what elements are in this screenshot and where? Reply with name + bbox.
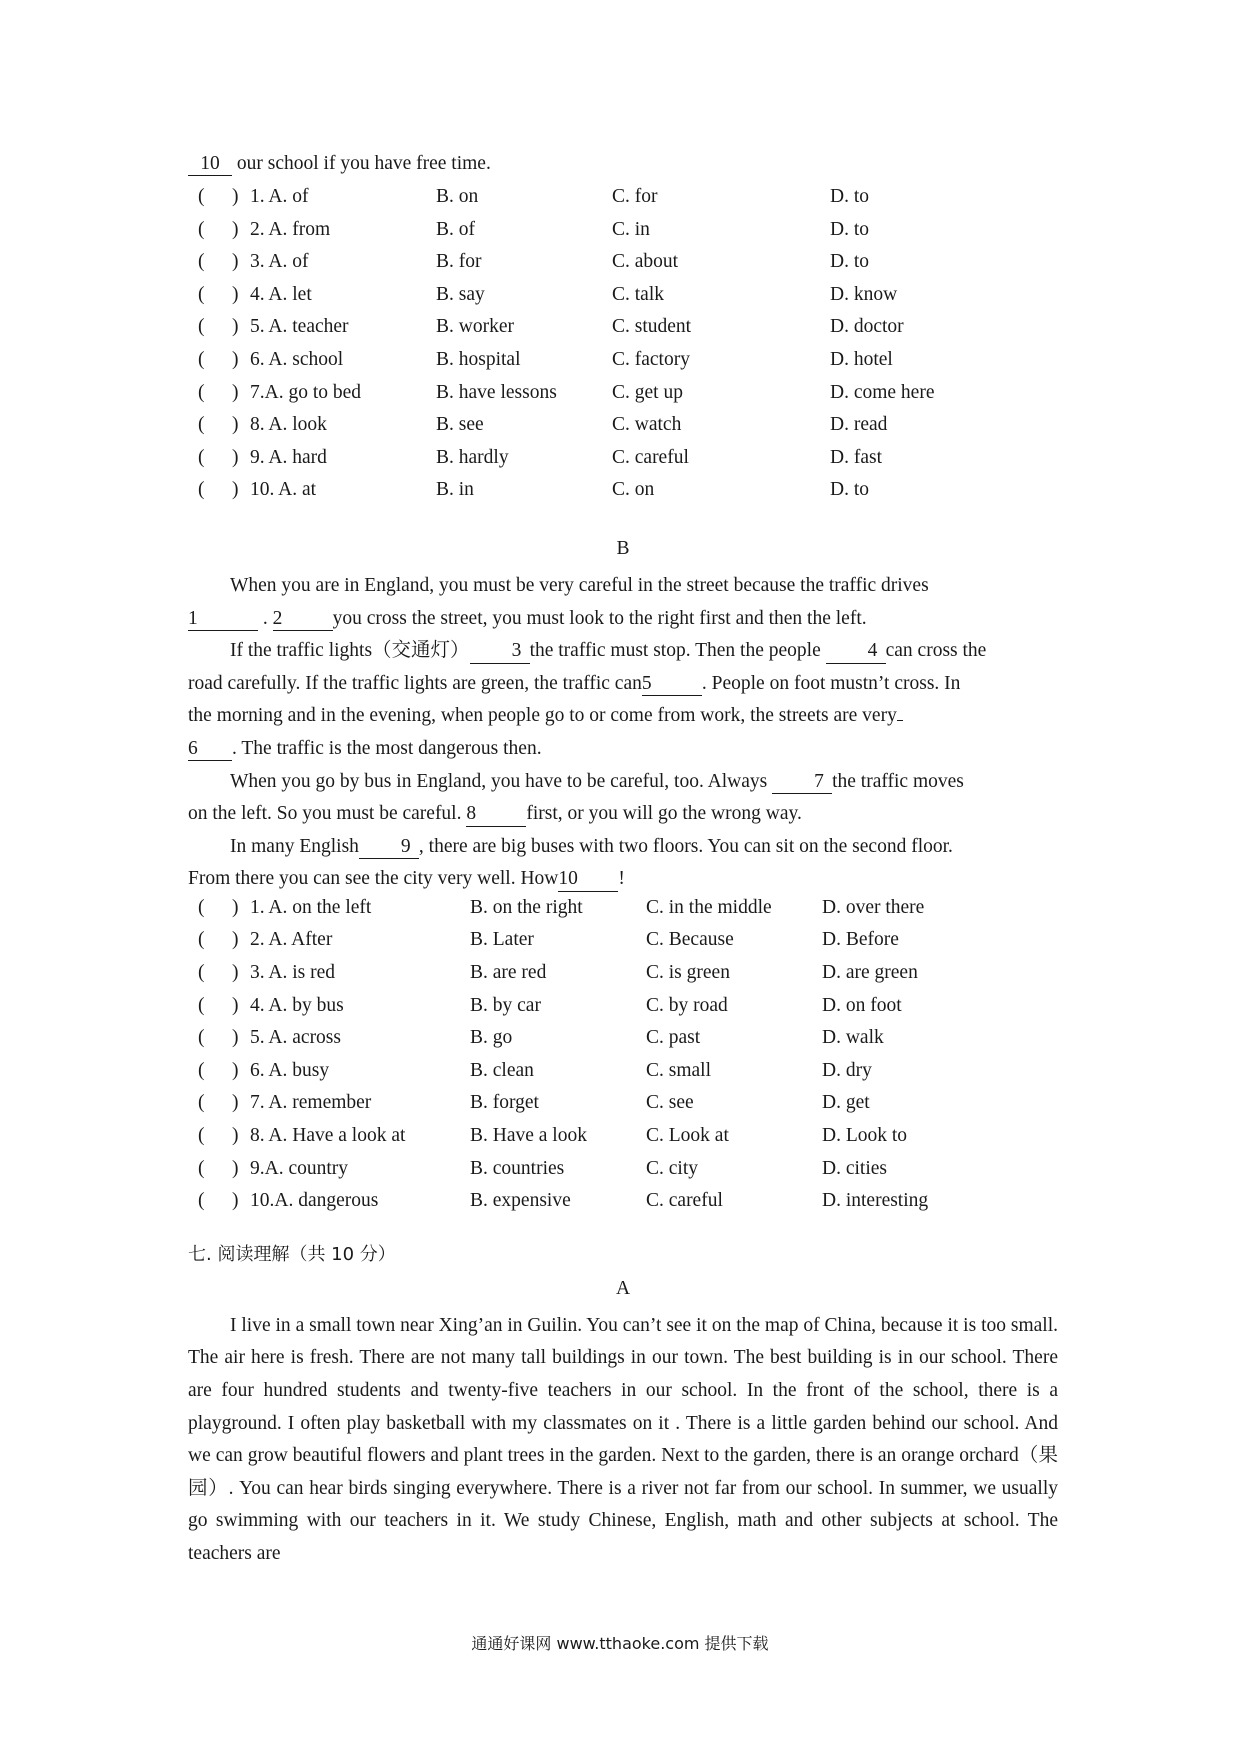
option-row (188, 1157, 1058, 1190)
option-d: D. hotel (830, 348, 893, 370)
option-row (188, 1059, 1058, 1092)
option-b: B. Later (470, 929, 534, 951)
option-d: D. fast (830, 446, 882, 468)
para2-line1 (188, 635, 1058, 668)
option-c: C. see (646, 1092, 694, 1114)
para4-line1 (188, 831, 1058, 864)
section-7-subtitle: A (615, 1277, 631, 1299)
paren-open: ( (198, 218, 205, 240)
paren-close: ) (232, 896, 239, 918)
paren-open: ( (198, 381, 205, 403)
option-a: 7. A. remember (250, 1092, 372, 1114)
option-c: C. is green (646, 962, 730, 984)
para1-line1 (188, 570, 1058, 603)
paren-open: ( (198, 994, 205, 1016)
option-b: B. say (436, 283, 485, 305)
paren-close: ) (232, 1092, 239, 1114)
paren-close: ) (232, 1125, 239, 1147)
option-c: C. in (612, 218, 650, 240)
para2-line3 (188, 700, 1058, 733)
option-b: B. are red (470, 962, 547, 984)
text: . The traffic is the most dangerous then. (232, 737, 542, 759)
option-c: C. student (612, 316, 692, 338)
paren-close: ) (232, 446, 239, 468)
text: When you are in England, you must be very careful in the street because the traffic drives (230, 574, 929, 596)
option-b: B. see (436, 414, 484, 436)
option-b: B. have lessons (436, 381, 557, 403)
text: If the traffic lights（交通灯） (230, 640, 470, 662)
paren-open: ( (198, 929, 205, 951)
option-a: 7.A. go to bed (250, 381, 362, 403)
paren-open: ( (198, 348, 205, 370)
paren-open: ( (198, 1092, 205, 1114)
blank-2: 2 (273, 608, 333, 631)
section-b-title: B (616, 537, 630, 559)
option-b: B. in (436, 479, 474, 501)
paren-open: ( (198, 446, 205, 468)
option-d: D. to (830, 251, 869, 273)
part-b-options (188, 896, 1058, 1222)
option-a: 3. A. of (250, 251, 309, 273)
option-row (188, 896, 1058, 929)
option-b: B. for (436, 251, 482, 273)
option-c: C. talk (612, 283, 664, 305)
option-c: C. watch (612, 414, 682, 436)
option-c: C. get up (612, 381, 683, 403)
option-a: 6. A. school (250, 348, 344, 370)
paren-open: ( (198, 283, 205, 305)
option-a: 2. A. from (250, 218, 331, 240)
option-row (188, 446, 1058, 479)
footer-watermark: 通通好课网 www.tthaoke.com 提供下载 (471, 1634, 769, 1653)
option-c: C. small (646, 1059, 712, 1081)
option-c: C. careful (612, 446, 689, 468)
option-d: D. to (830, 218, 869, 240)
para4-line2 (188, 863, 1058, 896)
text: , there are big buses with two floors. You can sit on the second floor. (418, 835, 953, 857)
option-a: 10. A. at (250, 479, 317, 501)
part-a-options (188, 185, 1058, 511)
option-a: 1. A. on the left (250, 896, 372, 918)
option-d: D. are green (822, 962, 918, 984)
blank-1: 1 (188, 608, 258, 631)
option-b: B. hardly (436, 446, 509, 468)
paren-close: ) (232, 479, 239, 501)
text: When you go by bus in England, you have to be careful, too. Always (230, 770, 773, 792)
option-row (188, 961, 1058, 994)
option-d: D. read (830, 414, 888, 436)
paren-open: ( (198, 316, 205, 338)
option-c: C. for (612, 186, 658, 207)
option-d: D. come here (830, 381, 935, 403)
paren-close: ) (232, 381, 239, 403)
paren-open: ( (198, 414, 205, 436)
option-c: C. factory (612, 348, 690, 370)
text: the morning and in the evening, when people go to or come from work, the streets are very (188, 705, 897, 727)
blank-9: 9 (359, 836, 419, 859)
paren-open: ( (198, 1027, 205, 1049)
option-row (188, 413, 1058, 446)
paren-close: ) (232, 316, 239, 338)
option-d: D. over there (822, 896, 925, 918)
option-d: D. doctor (830, 316, 904, 338)
option-a: 10.A. dangerous (250, 1190, 379, 1212)
option-a: 9.A. country (250, 1157, 349, 1179)
option-c: C. by road (646, 994, 728, 1016)
blank-4: 4 (826, 640, 886, 663)
option-row (188, 928, 1058, 961)
text: ! (618, 868, 625, 890)
option-b: B. of (436, 218, 475, 240)
section-7-heading: 七. 阅读理解（共 10 分） (188, 1243, 396, 1265)
section-b-passage (188, 570, 1058, 896)
option-d: D. get (822, 1092, 870, 1114)
text: . People on foot mustn’t cross. In (701, 672, 961, 694)
option-a: 5. A. teacher (250, 316, 349, 338)
option-a: 1. A. of (250, 186, 309, 207)
paren-close: ) (232, 414, 239, 436)
option-b: B. on (436, 186, 479, 207)
blank-8: 8 (466, 803, 526, 826)
paren-close: ) (232, 962, 239, 984)
paren-close: ) (232, 283, 239, 305)
option-c: C. city (646, 1157, 698, 1179)
text: you cross the street, you must look to the right first and then the left. (332, 607, 867, 629)
paren-close: ) (232, 994, 239, 1016)
text: on the left. So you must be careful. (188, 803, 467, 825)
option-c: C. Because (646, 929, 734, 951)
option-b: B. on the right (470, 896, 583, 918)
blank-6: 6 (188, 738, 232, 761)
blank-5: 5 (642, 673, 702, 696)
option-row (188, 478, 1058, 511)
exam-page (188, 152, 1058, 1571)
blank-10: 10 (188, 153, 232, 176)
option-d: D. dry (822, 1059, 872, 1081)
option-b: B. worker (436, 316, 514, 338)
text: road carefully. If the traffic lights are green, the traffic can (188, 672, 642, 694)
option-d: D. Before (822, 929, 899, 951)
option-a: 4. A. by bus (250, 994, 344, 1016)
option-b: B. go (470, 1027, 513, 1049)
para2-line4 (188, 733, 1058, 766)
option-row (188, 1091, 1058, 1124)
option-row (188, 994, 1058, 1027)
option-a: 2. A. After (250, 929, 333, 951)
text: . (258, 607, 273, 629)
continuation-line (188, 152, 1058, 185)
option-a: 8. A. look (250, 414, 327, 436)
paren-close: ) (232, 348, 239, 370)
option-d: D. walk (822, 1027, 884, 1049)
text: the traffic must stop. Then the people (529, 640, 826, 662)
option-c: C. on (612, 479, 655, 501)
option-d: D. on foot (822, 994, 902, 1016)
paren-open: ( (198, 186, 205, 207)
option-b: B. clean (470, 1059, 534, 1081)
option-d: D. Look to (822, 1125, 908, 1147)
option-a: 9. A. hard (250, 446, 327, 468)
para3-line1 (188, 766, 1058, 799)
paren-open: ( (198, 1059, 205, 1081)
option-a: 6. A. busy (250, 1059, 330, 1081)
option-a: 8. A. Have a look at (250, 1125, 406, 1147)
option-d: D. cities (822, 1157, 887, 1179)
option-c: C. Look at (646, 1125, 729, 1147)
text: can cross the (885, 640, 987, 662)
paren-open: ( (198, 962, 205, 984)
option-c: C. about (612, 251, 679, 273)
option-row (188, 185, 1058, 218)
paren-open: ( (198, 1125, 205, 1147)
option-row (188, 315, 1058, 348)
paren-close: ) (232, 1027, 239, 1049)
continuation-text: our school if you have free time. (232, 153, 491, 174)
option-a: 3. A. is red (250, 962, 336, 984)
option-b: B. hospital (436, 348, 521, 370)
option-c: C. careful (646, 1190, 723, 1212)
option-d: D. to (830, 186, 869, 207)
option-a: 4. A. let (250, 283, 312, 305)
text: first, or you will go the wrong way. (526, 803, 802, 825)
option-b: B. forget (470, 1092, 539, 1114)
text: In many English (230, 835, 359, 857)
option-row (188, 250, 1058, 283)
paren-open: ( (198, 1157, 205, 1179)
blank-10b: 10 (558, 868, 618, 891)
option-row (188, 381, 1058, 414)
paren-open: ( (198, 479, 205, 501)
option-d: D. know (830, 283, 898, 305)
paren-close: ) (232, 218, 239, 240)
blank-3: 3 (470, 640, 530, 663)
paren-open: ( (198, 251, 205, 273)
option-c: C. past (646, 1027, 701, 1049)
option-c: C. in the middle (646, 896, 772, 918)
para3-line2 (188, 798, 1058, 831)
option-d: D. to (830, 479, 869, 501)
option-b: B. expensive (470, 1190, 571, 1212)
option-row (188, 348, 1058, 381)
para2-line2 (188, 668, 1058, 701)
text: From there you can see the city very well. How (188, 868, 559, 890)
paren-close: ) (232, 186, 239, 207)
paren-open: ( (198, 896, 205, 918)
option-row (188, 1189, 1058, 1222)
option-b: B. countries (470, 1157, 565, 1179)
paren-close: ) (232, 929, 239, 951)
option-row (188, 1026, 1058, 1059)
para1-line2 (188, 603, 1058, 636)
option-row (188, 283, 1058, 316)
option-b: B. by car (470, 994, 541, 1016)
option-row (188, 1124, 1058, 1157)
reading-passage-a: I live in a small town near Xing’an in Guilin. You can’t see it on the map of China, because it is too small. The air here is fresh. There are not many tall buildings in our town. The best building is in our school. There are four hundred students and twenty-five teachers in our school. In the front of the school, there is a playground. I often play basketball with my classmates on it . There is a little garden behind our school. And we can grow beautiful flowers and plant trees in the garden. Next to the garden, there is an orange orchard（果园）. You can hear birds singing everywhere. There is a river not far from our school. In summer, we usually go swimming with our teachers in it. We study Chinese, English, math and other subjects at school. The teachers are (188, 1314, 1058, 1564)
blank-7: 7 (772, 771, 832, 794)
option-a: 5. A. across (250, 1027, 341, 1049)
option-d: D. interesting (822, 1190, 929, 1212)
paren-close: ) (232, 1157, 239, 1179)
option-row (188, 218, 1058, 251)
blank-tail (897, 720, 903, 721)
option-b: B. Have a look (470, 1125, 587, 1147)
text: the traffic moves (832, 770, 964, 792)
paren-close: ) (232, 251, 239, 273)
paren-close: ) (232, 1059, 239, 1081)
paren-open: ( (198, 1190, 205, 1212)
paren-close: ) (232, 1190, 239, 1212)
